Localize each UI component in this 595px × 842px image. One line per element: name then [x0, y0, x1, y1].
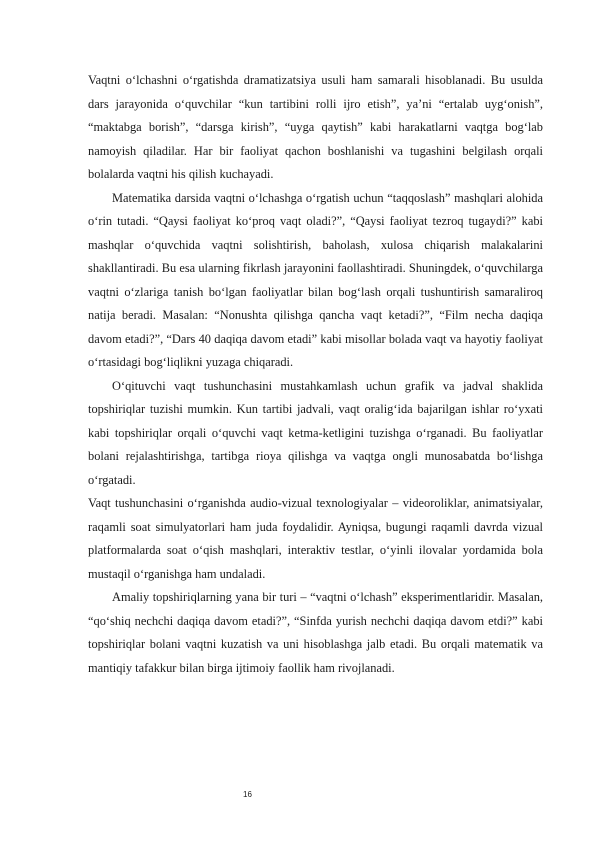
paragraph-dramatization: Vaqtni o‘lchashni o‘rgatishda dramatizatsiya usuli ham samarali hisoblanadi. Bu usulda dars jarayonida o‘quvchilar “kun tartibini rolli ijro etish”, ya’ni “ertalab uyg‘onish”, “maktabga borish”, “darsga kirish”, “uyga qaytish” kabi harakatlarni vaqtga bog‘lab namoyish qiladilar. Har bir faoliyat qachon boshlanishi va tugashini belgilash orqali bolalarda vaqtni his qilish kuchayadi.: [88, 73, 543, 181]
paragraph-graphs-tables: O‘qituvchi vaqt tushunchasini mustahkamlash uchun grafik va jadval shaklida topshiriqlar tuzishi mumkin. Kun tartibi jadvali, vaqt oralig‘ida bajarilgan ishlar ro‘yxati kabi topshiriqlar orqali o‘quvchi vaqt ketma-ketligini tuzishga o‘rganadi. Bu faoliyatlar bolani rejalashtirishga, tartibga rioya qilishga va vaqtga ongli munosabatda bo‘lishga o‘rgatadi.: [88, 378, 543, 487]
paragraph-audio-visual: Vaqt tushunchasini o‘rganishda audio-vizual texnologiyalar – videoroliklar, animatsiyalar, raqamli soat simulyatorlari ham juda foydalidir. Ayniqsa, bugungi raqamli davrda vizual platformalarda soat o‘qish mashqlari, interaktiv testlar, o‘yinli ilovalar yordamida bola mustaqil o‘rganishga ham undaladi.: [88, 496, 543, 581]
paragraph-experiments: Amaliy topshiriqlarning yana bir turi – “vaqtni o‘lchash” eksperimentlaridir. Masalan, “qo‘shiq nechchi daqiqa davom etadi?”, “Sinfda yurish nechchi daqiqa davom etdi?” kabi topshiriqlar bolani vaqtni kuzatish va uni hisoblashga jalb etadi. Bu orqali matematik va mantiqiy tafakkur bilan birga ijtimoiy faollik ham rivojlanadi.: [88, 590, 543, 675]
document-body: [88, 69, 543, 680]
page-number: 16: [243, 790, 252, 799]
paragraph-comparison-exercises: Matematika darsida vaqtni o‘lchashga o‘rgatish uchun “taqqoslash” mashqlari alohida o‘rin tutadi. “Qaysi faoliyat ko‘proq vaqt oladi?”, “Qaysi faoliyat tezroq tugaydi?” kabi mashqlar o‘quvchida vaqtni solishtirish, baholash, xulosa chiqarish malakalarini shakllantiradi. Bu esa ularning fikrlash jarayonini faollashtiradi. Shuningdek, o‘quvchilarga vaqtni o‘zlariga tanish bo‘lgan faoliyatlar bilan bog‘lash orqali tushuntirish samaraliroq natija beradi. Masalan: “Nonushta qilishga qancha vaqt ketadi?”, “Film necha daqiqa davom etadi?”, “Dars 40 daqiqa davom etadi” kabi misollar bolada vaqt va hayotiy faoliyat o‘rtasidagi bog‘liqlikni yuzaga chiqaradi.: [88, 190, 543, 369]
